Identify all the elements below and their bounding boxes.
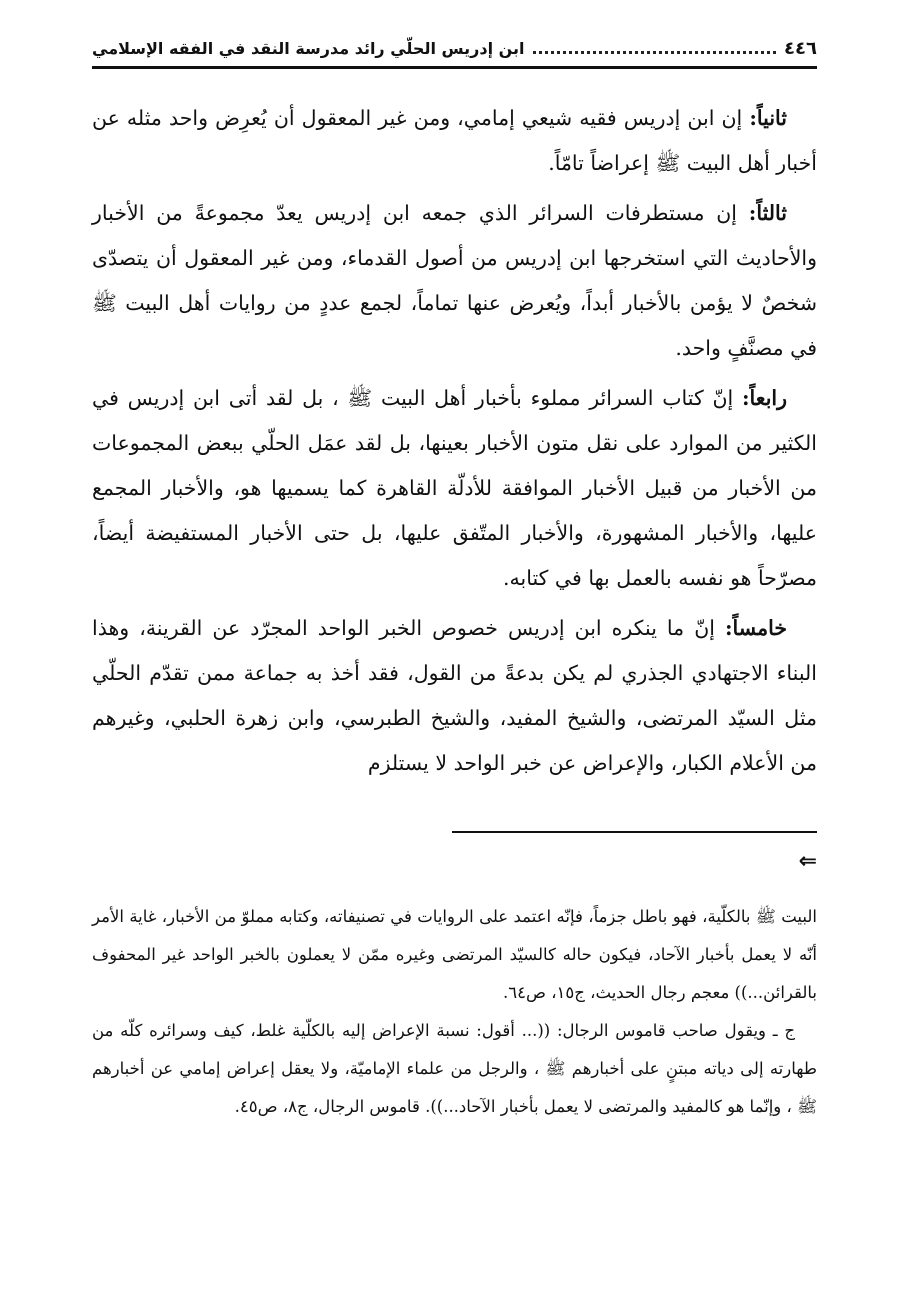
footnote-c: ج ـ ويقول صاحب قاموس الرجال: ((... أقول: نسبة الإعراض إليه بالكلّية غلط، كيف وسرائره كلّه من طهارته إلى دياته مبتنٍ على أخبارهم ﷺ ، والرجل من علماء الإماميّة، ولا يعقل إعراض إمامي عن أخبارهم ﷺ ، وإنّما هو كالمفيد والمرتضى لا يعمل بأخبار الآحاد...)). قاموس الرجال، ج٨، ص٤٥. xyxy=(92,1021,817,1116)
paragraph-fifth-point xyxy=(92,606,817,786)
continuation-arrow-icon: ⇐ xyxy=(798,849,817,874)
header-dot-leader xyxy=(533,51,777,54)
footnote-continued: البيت ﷺ بالكلّية، فهو باطل جزماً، فإنّه اعتمد على الروايات في تصنيفاته، وكتابه مملوّ من الأخبار، غاية الأمر أنّه لا يعمل بأخبار الآحاد، فيكون حاله كالسيّد المرتضى وغيره ممّن لا يعملون بالخبر الواحد غير المحفوف بالقرائن...)) معجم رجال الحديث، ج١٥، ص٦٤. xyxy=(92,907,817,1002)
paragraph-lead: خامساً: xyxy=(724,616,787,640)
paragraph-text: إن ابن إدريس فقيه شيعي إمامي، ومن غير المعقول أن يُعرِض واحد مثله عن أخبار أهل البيت ﷺ إعراضاً تامّاً. xyxy=(92,106,817,175)
running-title: ابن إدريس الحلّي رائد مدرسة النقد في الفقه الإسلامي xyxy=(92,38,525,58)
paragraph-text: إنّ كتاب السرائر مملوء بأخبار أهل البيت ﷺ ، بل لقد أتى ابن إدريس في الكثير من الموارد على نقل متون الأخبار بعينها، بل لقد عمَل الحلّي ببعض المجموعات من الأخبار من قبيل الأخبار الموافقة للأدلّة القاهرة كما يسميها هو، والأخبار المجمع عليها، والأخبار المشهورة، والأخبار المتّفق عليها، بل حتى الأخبار المستفيضة أيضاً، مصرّحاً هو نفسه بالعمل بها في كتابه. xyxy=(92,386,817,590)
running-header xyxy=(92,30,817,66)
page-number: ٤٤٦ xyxy=(784,37,817,59)
paragraph-third-point xyxy=(92,191,817,371)
paragraph-text: إنّ ما ينكره ابن إدريس خصوص الخبر الواحد المجرّد عن القرينة، وهذا البناء الاجتهادي الجذري لم يكن بدعةً من القول، فقد أخذ به جماعة ممن تقدّم الحلّي مثل السيّد المرتضى، والشيخ المفيد، والشيخ الطبرسي، وابن زهرة الحلبي، وغيرهم من الأعلام الكبار، والإعراض عن خبر الواحد لا يستلزم xyxy=(92,616,817,775)
paragraph-lead: ثالثاً: xyxy=(748,201,787,225)
paragraph-second-point xyxy=(92,96,817,186)
main-text xyxy=(92,96,817,791)
paragraph-text: إن مستطرفات السرائر الذي جمعه ابن إدريس يعدّ مجموعةً من الأخبار والأحاديث التي استخرجها ابن إدريس من أصول القدماء، ومن غير المعقول أن يتصدّى شخصٌ لا يؤمن بالأخبار أبداً، ويُعرض عنها تماماً، لجمع عددٍ من روايات أهل البيت ﷺ في مصنَّفٍ واحد. xyxy=(92,201,817,360)
paragraph-lead: رابعاً: xyxy=(741,386,787,410)
header-divider xyxy=(92,66,817,69)
footnotes xyxy=(92,898,817,1126)
footnote-separator xyxy=(452,831,817,833)
paragraph-fourth-point xyxy=(92,376,817,601)
paragraph-lead: ثانياً: xyxy=(749,106,787,130)
